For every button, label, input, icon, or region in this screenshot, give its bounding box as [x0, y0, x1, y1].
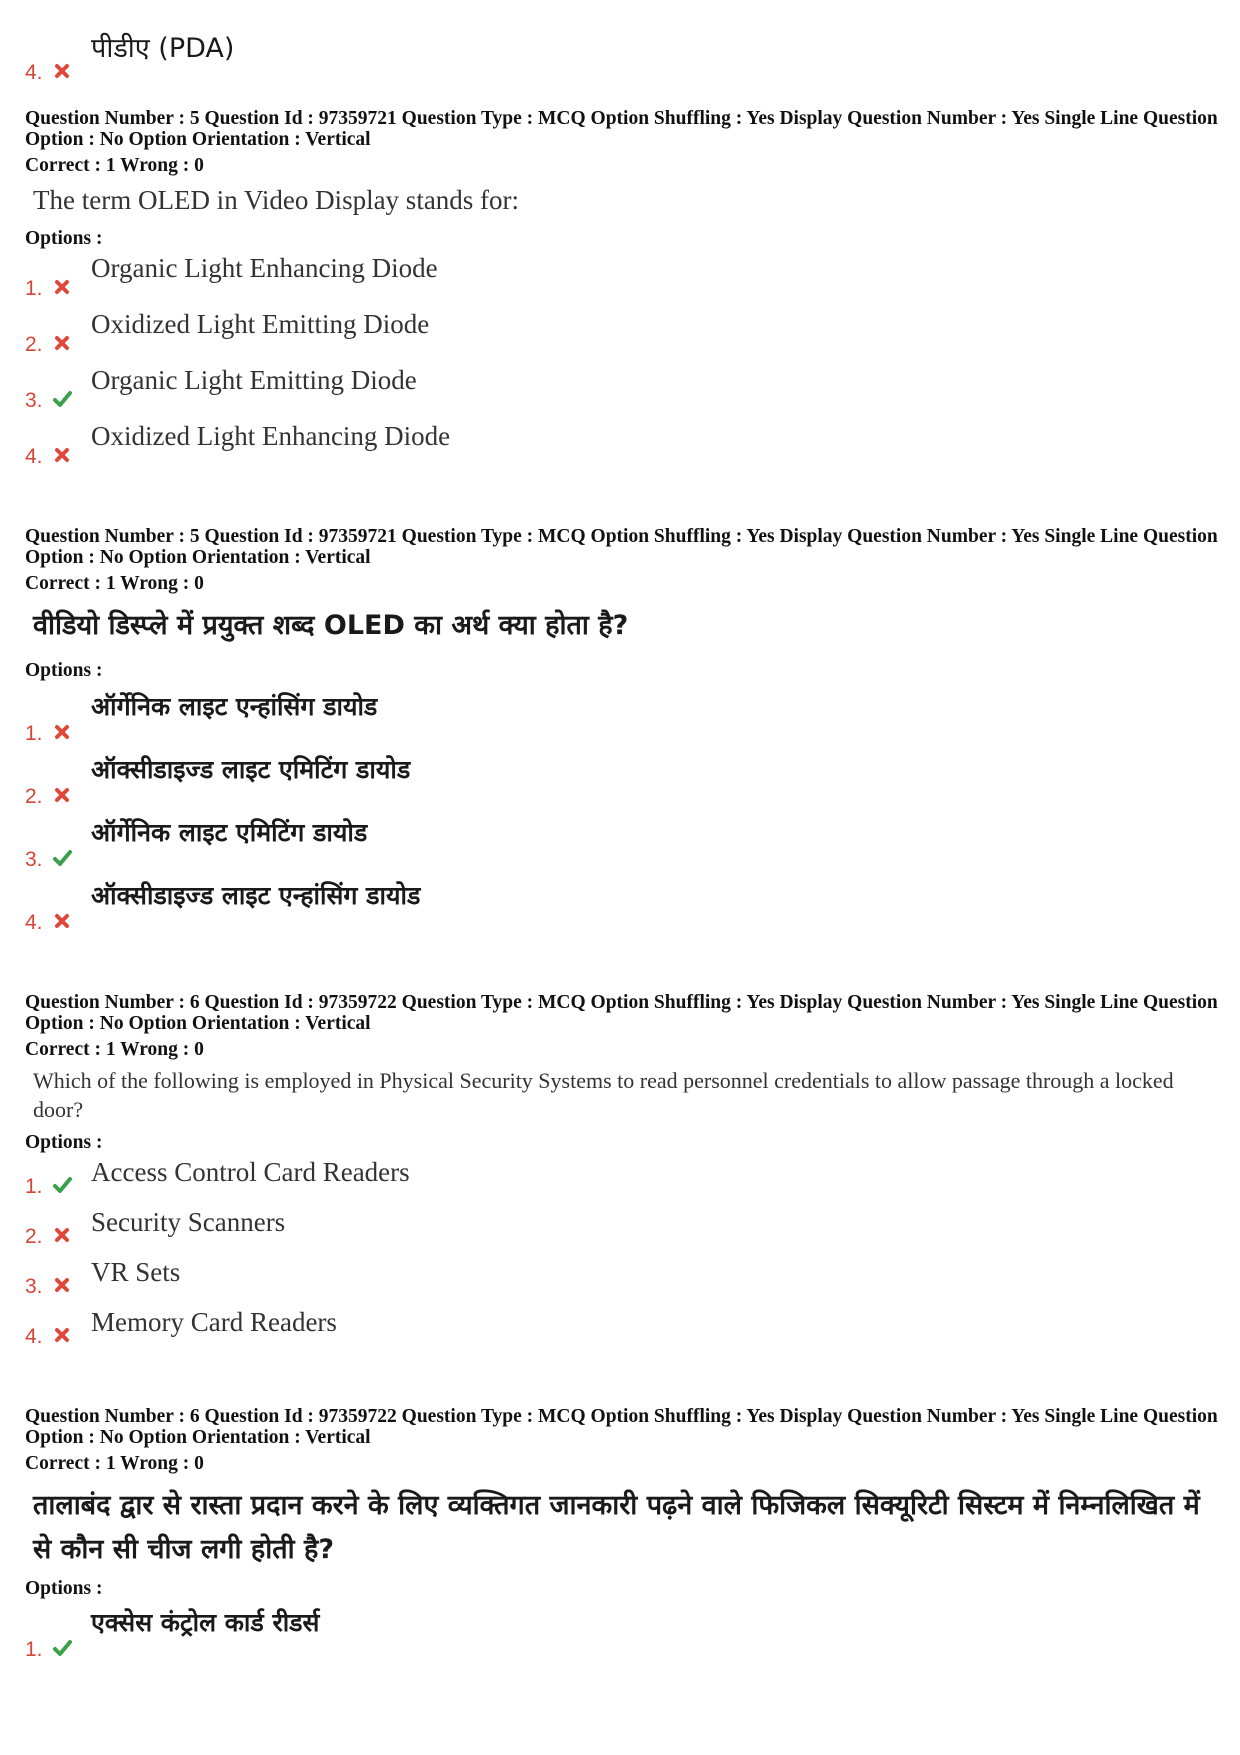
option-number: 1.: [25, 1175, 43, 1198]
option-text: Organic Light Emitting Diode: [91, 365, 417, 395]
options-label: Options :: [25, 660, 103, 681]
option-text: VR Sets: [91, 1257, 181, 1287]
option-item: [25, 1155, 1220, 1205]
leftover-option: [25, 28, 625, 91]
option-number: 1.: [25, 277, 43, 300]
check-icon: [52, 1175, 72, 1195]
correct-wrong: Correct : 1 Wrong : 0: [25, 573, 204, 594]
option-number: 3.: [25, 389, 43, 412]
question-meta: Question Number : 6 Question Id : 97359722 Question Type : MCQ Option Shuffling : Yes Display Question Number : Yes Single Line Question Option : No Option Orientation : Vertical: [25, 1406, 1218, 1448]
option-item: [25, 1305, 1220, 1355]
correct-wrong: Correct : 1 Wrong : 0: [25, 155, 204, 176]
question-block-q6-hi: [25, 1406, 1220, 1668]
option-number: 4.: [25, 445, 43, 468]
question-block-q5-hi: [25, 526, 1220, 941]
cross-icon: [52, 445, 72, 465]
check-icon: [52, 389, 72, 409]
option-item: [25, 752, 1220, 815]
check-icon: [52, 848, 72, 868]
option-number: 3.: [25, 1275, 43, 1298]
option-number: 1.: [25, 1638, 43, 1661]
document-page: [25, 0, 1220, 1661]
option-text: एक्सेस कंट्रोल कार्ड रीडर्स: [91, 1608, 320, 1637]
option-list: [25, 1605, 1220, 1668]
option-number: 2.: [25, 333, 43, 356]
option-item: [25, 363, 1220, 419]
option-number: 1.: [25, 722, 43, 745]
option-item: [25, 307, 1220, 363]
option-number: 2.: [25, 785, 43, 808]
option-text: ऑर्गेनिक लाइट एमिटिंग डायोड: [91, 818, 368, 847]
question-meta: Question Number : 5 Question Id : 97359721 Question Type : MCQ Option Shuffling : Yes Display Question Number : Yes Single Line Question Option : No Option Orientation : Vertical: [25, 108, 1218, 150]
option-item: [25, 1605, 1220, 1668]
cross-icon: [52, 61, 72, 81]
option-number: 4.: [25, 61, 43, 84]
cross-icon: [52, 1225, 72, 1245]
option-item: [25, 419, 1220, 475]
cross-icon: [52, 911, 72, 931]
option-text: Access Control Card Readers: [91, 1157, 410, 1187]
question-text: The term OLED in Video Display stands for:: [33, 185, 520, 215]
option-item: [25, 1205, 1220, 1255]
option-text: Organic Light Enhancing Diode: [91, 253, 438, 283]
correct-wrong: Correct : 1 Wrong : 0: [25, 1039, 204, 1060]
option-list: [25, 251, 1220, 475]
option-item: [25, 815, 1220, 878]
cross-icon: [52, 277, 72, 297]
option-text: Oxidized Light Emitting Diode: [91, 309, 430, 339]
option-list: [25, 689, 1220, 941]
options-label: Options :: [25, 228, 103, 249]
option-number: 2.: [25, 1225, 43, 1248]
option-number: 4.: [25, 911, 43, 934]
cross-icon: [52, 722, 72, 742]
option-text: ऑक्सीडाइज्ड लाइट एन्हांसिंग डायोड: [91, 881, 421, 910]
check-icon: [52, 1638, 72, 1658]
option-item: [25, 689, 1220, 752]
options-label: Options :: [25, 1578, 103, 1599]
option-text: Oxidized Light Enhancing Diode: [91, 421, 451, 451]
option-text: पीडीए (PDA): [91, 33, 235, 64]
options-label: Options :: [25, 1132, 103, 1153]
cross-icon: [52, 1325, 72, 1345]
option-text: ऑक्सीडाइज्ड लाइट एमिटिंग डायोड: [91, 755, 411, 784]
option-list: [25, 1155, 1220, 1355]
question-text: तालाबंद द्वार से रास्ता प्रदान करने के लिए व्यक्तिगत जानकारी पढ़ने वाले फिजिकल सिक्यूरिटी सिस्टम में निम्नलिखित में से कौन सी चीज लगी होती है?: [33, 1490, 1200, 1565]
option-number: 3.: [25, 848, 43, 871]
question-block-q5-en: [25, 108, 1220, 475]
question-meta: Question Number : 5 Question Id : 97359721 Question Type : MCQ Option Shuffling : Yes Display Question Number : Yes Single Line Question Option : No Option Orientation : Vertical: [25, 526, 1218, 568]
cross-icon: [52, 785, 72, 805]
correct-wrong: Correct : 1 Wrong : 0: [25, 1453, 204, 1474]
cross-icon: [52, 1275, 72, 1295]
option-text: Security Scanners: [91, 1207, 286, 1237]
option-item: [25, 251, 1220, 307]
option-item: [25, 1255, 1220, 1305]
cross-icon: [52, 333, 72, 353]
option-text: ऑर्गेनिक लाइट एन्हांसिंग डायोड: [91, 692, 378, 721]
question-block-q6-en: [25, 992, 1220, 1355]
question-meta: Question Number : 6 Question Id : 97359722 Question Type : MCQ Option Shuffling : Yes Display Question Number : Yes Single Line Question Option : No Option Orientation : Vertical: [25, 992, 1218, 1034]
question-text: वीडियो डिस्प्ले में प्रयुक्त शब्द OLED का अर्थ क्या होता है?: [33, 610, 629, 641]
question-text: Which of the following is employed in Physical Security Systems to read personnel credentials to allow passage through a locked door?: [33, 1068, 1174, 1122]
option-text: Memory Card Readers: [91, 1307, 337, 1337]
option-number: 4.: [25, 1325, 43, 1348]
option-item: [25, 878, 1220, 941]
